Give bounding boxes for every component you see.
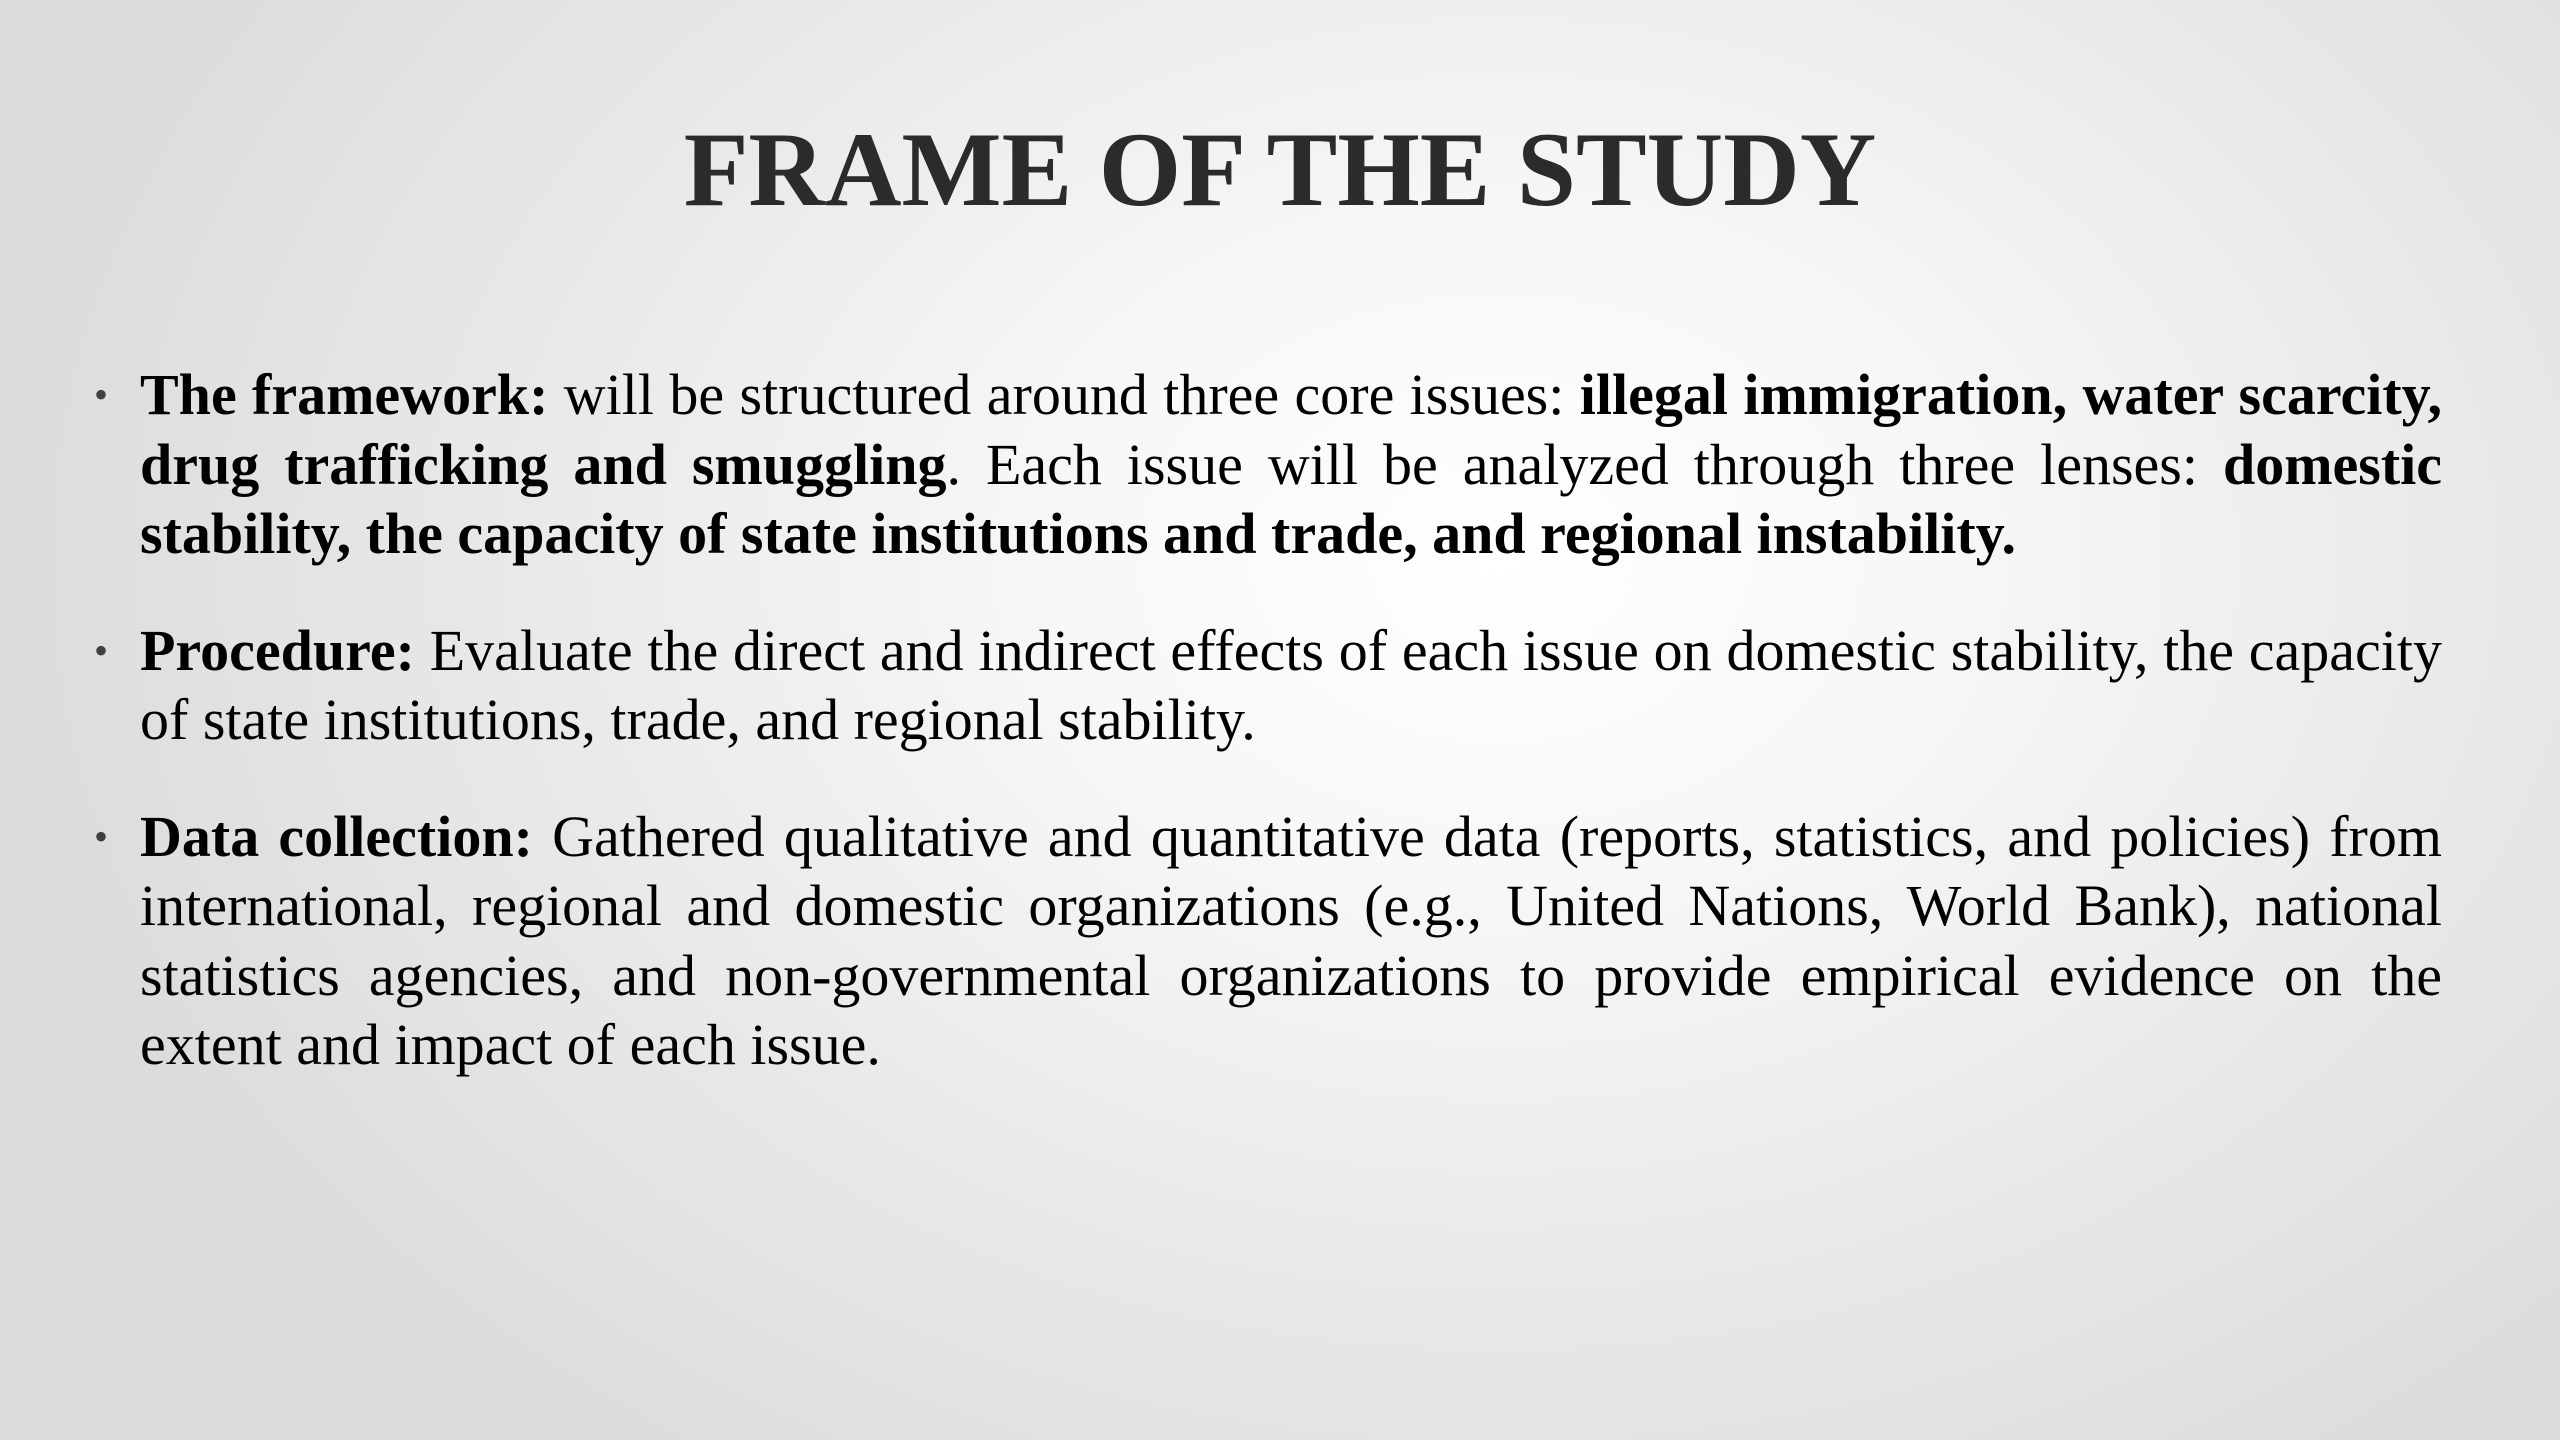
framework-lenses: domestic stability, the capacity of state institutions and trade, and regional instability.: [140, 431, 2442, 566]
framework-label: The framework:: [140, 362, 549, 427]
data-collection-text: Gathered qualitative and quantitative data (reports, statistics, and policies) from international, regional and domestic organizations (e.g., United Nations, World Bank), national statistics agencies, and non-governmental organizations to provide empirical evidence on the extent and impact of each issue.: [140, 803, 2442, 1077]
procedure-label: Procedure:: [140, 617, 415, 683]
bullet-data-collection: [94, 802, 2442, 1080]
framework-text-2: . Each issue will be analyzed through three lenses:: [946, 431, 2223, 497]
bullet-dot-icon: •: [94, 813, 109, 859]
procedure-text: Evaluate the direct and indirect effects of each issue on domestic stability, the capacity of state institutions, trade, and regional stability.: [140, 617, 2442, 752]
bullet-dot-icon: •: [94, 372, 109, 417]
bullet-framework: [94, 360, 2442, 569]
framework-text: will be structured around three core issues:: [548, 362, 1580, 427]
bullet-dot-icon: •: [94, 627, 109, 673]
data-collection-label: Data collection:: [140, 803, 533, 869]
slide-title: FRAME OF THE STUDY: [683, 111, 1877, 228]
bullet-list: [94, 360, 2442, 1127]
bullet-procedure: [94, 616, 2442, 755]
framework-issues: illegal immigration, water scarcity, drug trafficking and smuggling: [140, 362, 2442, 497]
